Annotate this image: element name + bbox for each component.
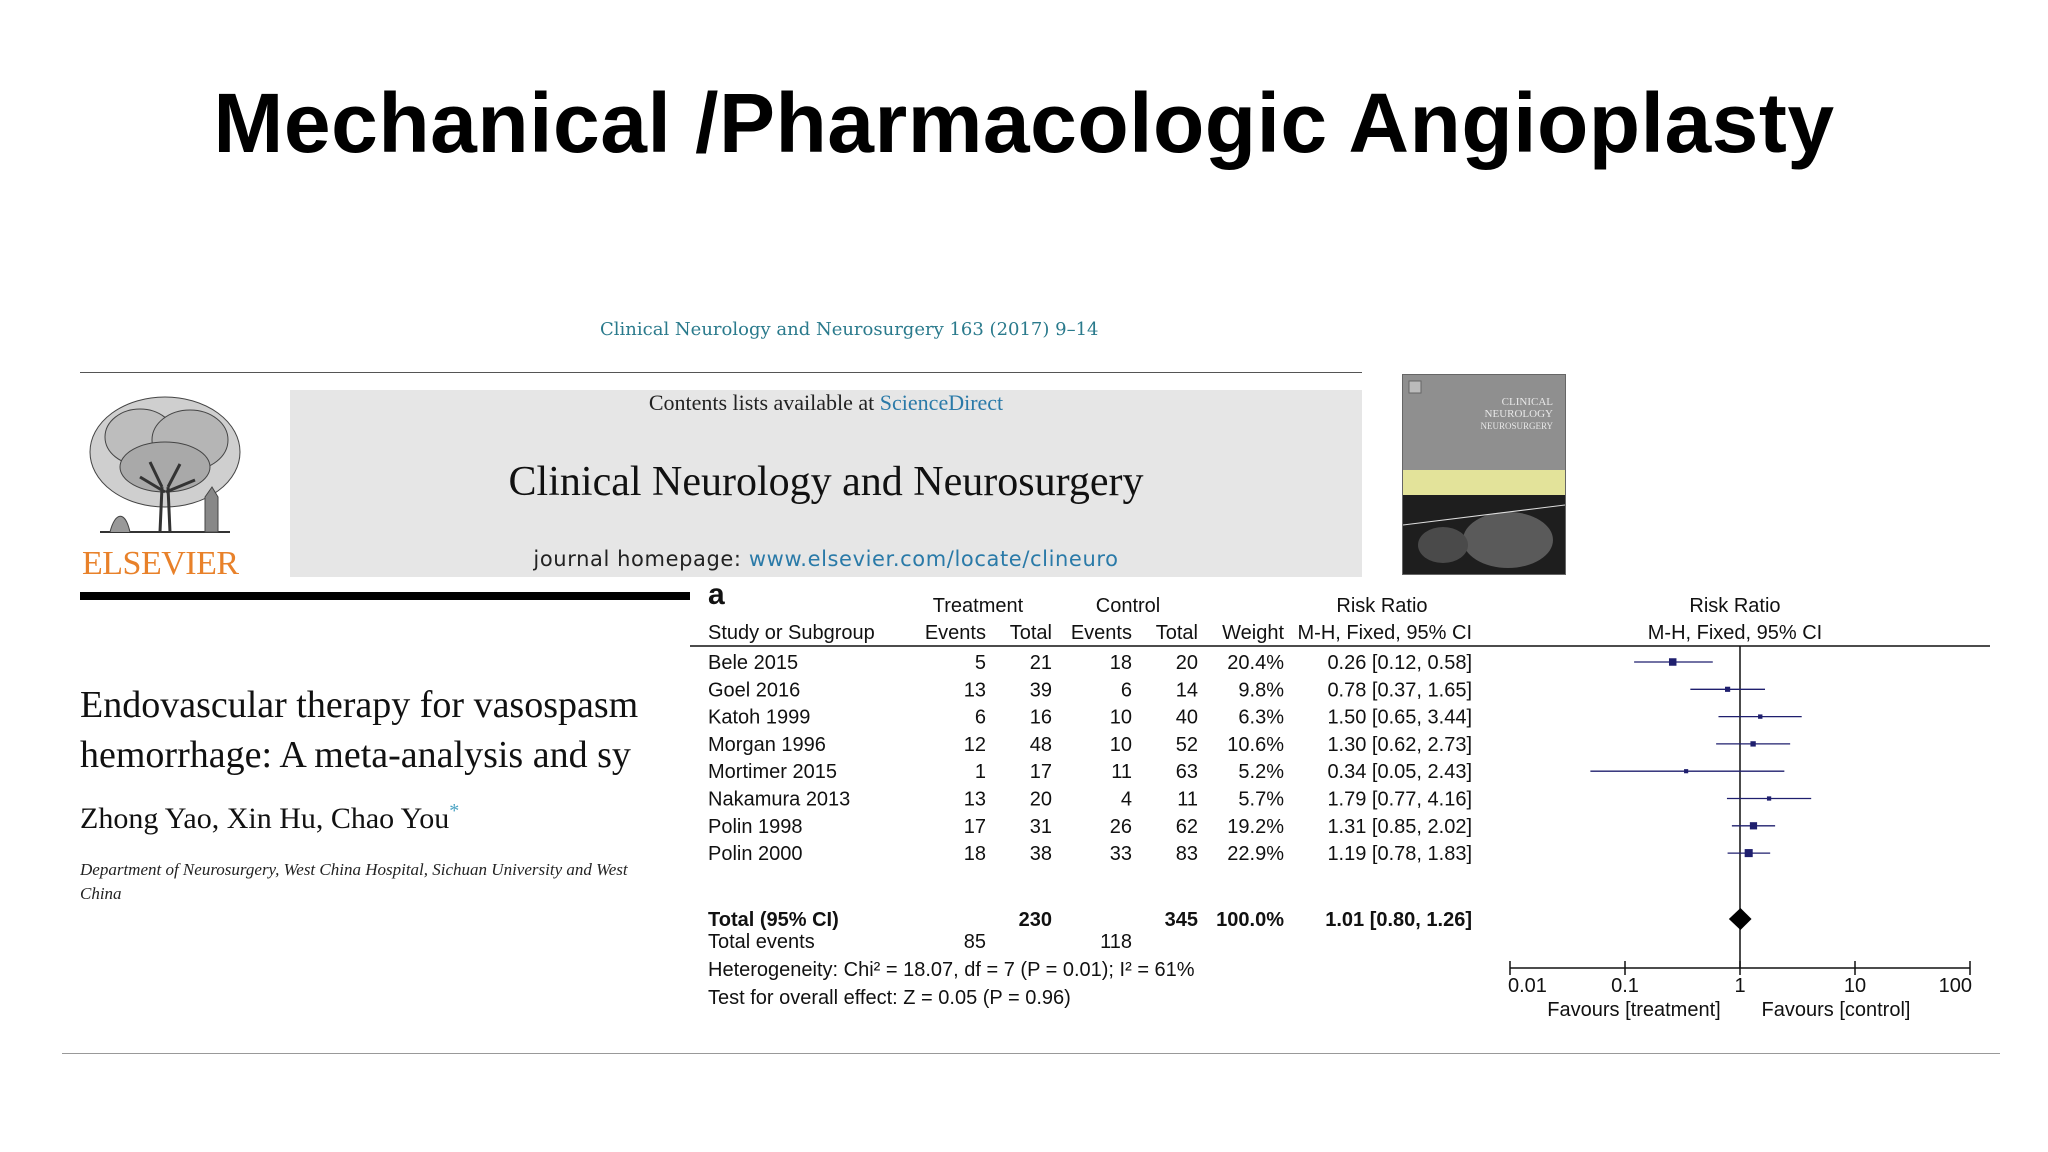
- control-events: 18: [1109, 652, 1132, 674]
- header-control: Control: [1095, 595, 1161, 617]
- control-events: 33: [1109, 843, 1132, 866]
- journal-homepage: journal homepage: www.elsevier.com/locate/clineuro: [533, 547, 1119, 571]
- treatment-events: 5: [974, 652, 986, 674]
- corresponding-author-mark[interactable]: *: [449, 800, 460, 822]
- study-ci-text: 0.34 [0.05, 2.43]: [1327, 761, 1472, 784]
- control-total: 62: [1175, 815, 1198, 838]
- treatment-total: 38: [1029, 843, 1052, 866]
- treatment-events: 13: [963, 788, 986, 811]
- total-treatment: 230: [1018, 909, 1052, 931]
- control-total: 14: [1175, 679, 1198, 702]
- study-name: Goel 2016: [708, 679, 801, 702]
- homepage-link[interactable]: www.elsevier.com/locate/clineuro: [748, 547, 1119, 571]
- control-events: 10: [1109, 706, 1132, 729]
- effect-marker: [1684, 769, 1688, 773]
- article-title-line-1: Endovascular therapy for vasospasm: [80, 684, 639, 726]
- study-ci-text: 1.19 [0.78, 1.83]: [1327, 843, 1472, 866]
- cover-title-3: NEUROSURGERY: [1480, 421, 1553, 431]
- control-events: 10: [1109, 733, 1132, 756]
- study-ci-text: 1.31 [0.85, 2.02]: [1327, 815, 1472, 838]
- x-tick-label: 10: [1843, 975, 1867, 997]
- study-name: Polin 1998: [708, 815, 803, 838]
- affiliation-line-2: China: [80, 884, 122, 903]
- header-method-plot: M-H, Fixed, 95% CI: [1647, 622, 1823, 644]
- slide-title: Mechanical /Pharmacologic Angioplasty: [213, 76, 1835, 170]
- cover-image: [1403, 375, 1565, 574]
- elsevier-wordmark: ELSEVIER: [82, 545, 239, 582]
- treatment-total: 31: [1029, 815, 1052, 838]
- favours-treatment-label: Favours [treatment]: [1547, 999, 1721, 1021]
- header-total: Total: [1009, 622, 1052, 644]
- study-weight: 5.2%: [1238, 761, 1284, 784]
- forest-plot: [690, 578, 2000, 1048]
- total-events-treatment: 85: [963, 931, 986, 953]
- sciencedirect-link[interactable]: ScienceDirect: [879, 390, 1004, 415]
- x-tick-label: 0.1: [1611, 975, 1639, 997]
- header-events: Events: [924, 622, 986, 644]
- article-affiliation: [80, 858, 688, 906]
- study-weight: 6.3%: [1238, 706, 1284, 729]
- favours-control-label: Favours [control]: [1761, 999, 1911, 1021]
- header-risk-ratio: Risk Ratio: [1336, 595, 1428, 617]
- study-weight: 10.6%: [1227, 733, 1284, 756]
- treatment-events: 1: [974, 761, 986, 784]
- article-authors: Zhong Yao, Xin Hu, Chao You*: [80, 800, 460, 835]
- header-study: Study or Subgroup: [708, 622, 875, 644]
- header-divider: [80, 372, 1362, 373]
- total-weight: 100.0%: [1216, 909, 1284, 931]
- control-total: 20: [1175, 652, 1198, 674]
- x-tick-label: 0.01: [1508, 975, 1547, 997]
- study-ci-text: 1.50 [0.65, 3.44]: [1327, 706, 1472, 729]
- study-weight: 20.4%: [1227, 652, 1284, 674]
- cover-title-1: CLINICAL: [1501, 396, 1553, 408]
- study-weight: 9.8%: [1238, 679, 1284, 702]
- control-events: 26: [1109, 815, 1132, 838]
- study-name: Katoh 1999: [708, 706, 811, 729]
- treatment-events: 13: [963, 679, 986, 702]
- header-method: M-H, Fixed, 95% CI: [1297, 622, 1472, 644]
- study-ci-text: 0.78 [0.37, 1.65]: [1327, 679, 1472, 702]
- header-weight: Weight: [1222, 622, 1284, 644]
- article-title-line-2: hemorrhage: A meta-analysis and sy: [80, 734, 631, 776]
- header-total-2: Total: [1155, 622, 1198, 644]
- x-tick-label: 100: [1938, 975, 1972, 997]
- article-divider: [80, 592, 690, 600]
- total-ci-text: 1.01 [0.80, 1.26]: [1325, 909, 1472, 931]
- study-weight: 5.7%: [1238, 788, 1284, 811]
- x-tick-label: 1: [1734, 975, 1746, 997]
- effect-marker: [1745, 849, 1753, 857]
- study-name: Nakamura 2013: [708, 788, 851, 811]
- study-ci-text: 1.79 [0.77, 4.16]: [1327, 788, 1472, 811]
- effect-marker: [1750, 741, 1755, 746]
- study-name: Morgan 1996: [708, 733, 826, 756]
- total-events-label: Total events: [708, 931, 815, 953]
- header-treatment: Treatment: [932, 595, 1024, 617]
- treatment-events: 12: [963, 733, 986, 756]
- control-total: 11: [1177, 788, 1198, 811]
- article-title: [80, 680, 688, 780]
- header-events-2: Events: [1070, 622, 1132, 644]
- effect-marker: [1750, 822, 1757, 829]
- heterogeneity-text: Heterogeneity: Chi² = 18.07, df = 7 (P = 0.01); I² = 61%: [708, 959, 1195, 981]
- footer-divider: [62, 1053, 2000, 1054]
- contents-line: Contents lists available at ScienceDirect: [648, 390, 1004, 415]
- journal-cover: [1402, 374, 1566, 575]
- study-name: Mortimer 2015: [708, 761, 837, 784]
- study-name: Bele 2015: [708, 652, 799, 674]
- treatment-events: 18: [963, 843, 986, 866]
- header-risk-ratio-plot: Risk Ratio: [1689, 595, 1781, 617]
- treatment-events: 17: [963, 815, 986, 838]
- control-total: 83: [1175, 843, 1198, 866]
- study-weight: 22.9%: [1227, 843, 1284, 866]
- elsevier-tree-logo: [80, 392, 250, 542]
- journal-name: Clinical Neurology and Neurosurgery: [508, 459, 1144, 505]
- forest-plot-panel: [690, 578, 2000, 1048]
- effect-marker: [1767, 796, 1771, 800]
- total-events-control: 118: [1100, 931, 1132, 953]
- treatment-total: 16: [1029, 706, 1052, 729]
- treatment-events: 6: [974, 706, 986, 729]
- study-weight: 19.2%: [1227, 815, 1284, 838]
- study-ci-text: 0.26 [0.12, 0.58]: [1327, 652, 1472, 674]
- affiliation-line-1: Department of Neurosurgery, West China Hospital, Sichuan University and West: [80, 860, 628, 879]
- pooled-diamond: [1729, 908, 1752, 930]
- journal-banner: [290, 390, 1362, 577]
- treatment-total: 20: [1029, 788, 1052, 811]
- treatment-total: 21: [1029, 652, 1052, 674]
- treatment-total: 48: [1029, 733, 1052, 756]
- overall-effect-text: Test for overall effect: Z = 0.05 (P = 0.96): [708, 987, 1071, 1009]
- total-label: Total (95% CI): [708, 909, 839, 931]
- cover-title-2: NEUROLOGY: [1484, 408, 1553, 420]
- control-events: 11: [1111, 761, 1132, 784]
- control-total: 63: [1175, 761, 1198, 784]
- control-total: 52: [1175, 733, 1198, 756]
- panel-label: a: [708, 578, 725, 611]
- control-events: 4: [1120, 788, 1132, 811]
- effect-marker: [1725, 687, 1730, 692]
- study-ci-text: 1.30 [0.62, 2.73]: [1327, 733, 1472, 756]
- treatment-total: 39: [1029, 679, 1052, 702]
- control-total: 40: [1175, 706, 1198, 729]
- total-control: 345: [1164, 909, 1198, 931]
- treatment-total: 17: [1029, 761, 1052, 784]
- journal-citation[interactable]: Clinical Neurology and Neurosurgery 163 (2017) 9–14: [600, 319, 1099, 340]
- study-name: Polin 2000: [708, 843, 803, 866]
- effect-marker: [1669, 658, 1676, 665]
- effect-marker: [1758, 714, 1762, 718]
- control-events: 6: [1120, 679, 1132, 702]
